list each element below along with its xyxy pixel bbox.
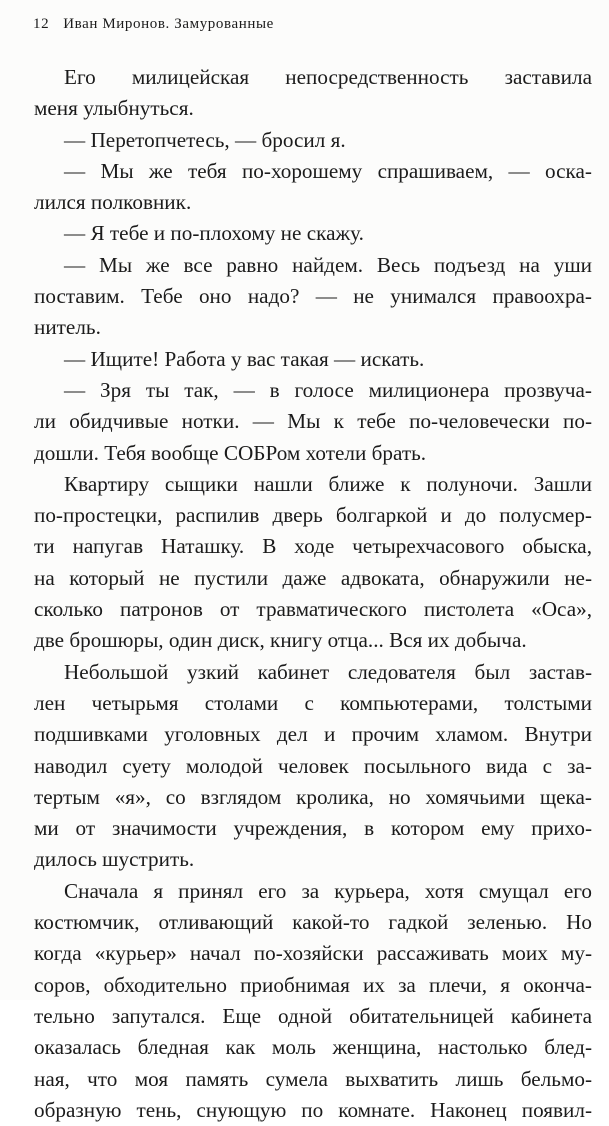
text-line: меня улыбнуться.	[34, 96, 194, 121]
body-text	[34, 62, 592, 1126]
text-line: оказалась бледная как моль женщина, настолько блед-	[34, 1035, 592, 1060]
running-head	[33, 16, 274, 33]
text-line: на который не пустили даже адвоката, обнаружили не-	[34, 565, 592, 590]
text-line: — Перетопчетесь, — бросил я.	[64, 127, 346, 152]
text-line: ми от значимости учреждения, в котором ему прихо-	[34, 816, 592, 841]
text-line: — Мы же все равно найдем. Весь подъезд на уши	[64, 252, 592, 277]
text-line: — Зря ты так, — в голосе милиционера прозвуча-	[64, 377, 592, 402]
text-line: две брошюры, один диск, книгу отца... Вся их добыча.	[34, 628, 527, 653]
text-line: ная, что моя память сумела выхватить лишь бельмо-	[34, 1066, 592, 1091]
text-line: ли обидчивые нотки. — Мы к тебе по-человечески по-	[34, 409, 592, 434]
text-line: Его милицейская непосредственность заставила	[64, 65, 592, 89]
text-line: нитель.	[34, 315, 101, 340]
text-line: — Я тебе и по-плохому не скажу.	[64, 221, 364, 246]
running-head-title: Иван Миронов. Замурованные	[63, 16, 274, 32]
text-line: наводил суету молодой человек посыльного вида с за-	[34, 753, 592, 778]
page-number: 12	[33, 16, 50, 32]
text-line: сколько патронов от травматического пистолета «Оса»,	[34, 597, 592, 622]
text-line: Небольшой узкий кабинет следователя был застав-	[64, 659, 592, 684]
text-line: тельно запутался. Еще одной обитательницей кабинета	[34, 1003, 592, 1028]
text-line: лен четырьмя столами с компьютерами, толстыми	[34, 690, 592, 715]
text-line: тертым «я», со взглядом кролика, но хомячьими щека-	[34, 784, 592, 809]
text-line: ти напугав Наташку. В ходе четырехчасового обыска,	[34, 534, 592, 559]
text-line: — Ищите! Работа у вас такая — искать.	[64, 346, 425, 371]
text-line: образную тень, снующую по комнате. Наконец появил-	[34, 1097, 592, 1122]
text-line: поставим. Тебе оно надо? — не унимался правоохра-	[34, 284, 592, 309]
text-line: костюмчик, отливающий какой-то гадкой зеленью. Но	[34, 910, 592, 935]
text-line: дошли. Тебя вообще СОБРом хотели брать.	[34, 440, 427, 465]
text-line: Сначала я принял его за курьера, хотя смущал его	[64, 878, 592, 903]
text-line: соров, обходительно приобнимая их за плечи, я оконча-	[34, 972, 592, 997]
text-line: дилось шустрить.	[34, 847, 195, 872]
text-line: когда «курьер» начал по-хозяйски рассаживать моих му-	[34, 941, 592, 966]
text-line: Квартиру сыщики нашли ближе к полуночи. Зашли	[64, 471, 592, 496]
text-line: подшивками уголовных дел и прочим хламом. Внутри	[34, 722, 592, 747]
text-line: лился полковник.	[34, 190, 192, 215]
text-line: по-простецки, распилив дверь болгаркой и до полусмер-	[34, 503, 592, 528]
text-line: — Мы же тебя по-хорошему спрашиваем, — оска-	[64, 158, 592, 183]
